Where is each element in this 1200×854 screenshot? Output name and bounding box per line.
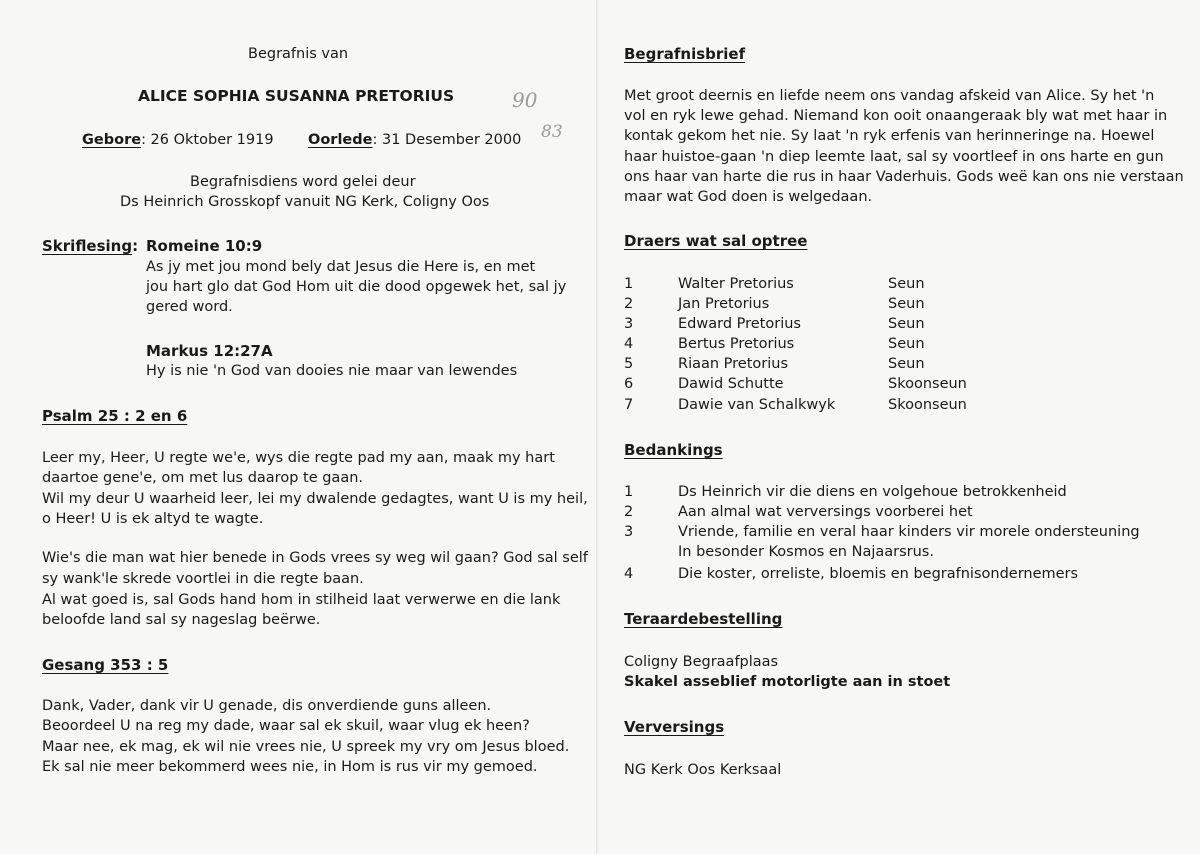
thanks-num: 4 <box>624 566 634 582</box>
pallbearer-num: 6 <box>624 376 634 392</box>
service-line-1: Begrafnisdiens word gelei deur <box>190 174 416 190</box>
thanks-text: Die koster, orreliste, bloemis en begrafnisondernemers <box>678 566 1079 582</box>
thanks-text: Aan almal wat verversings voorberei het <box>678 504 973 520</box>
handwritten-note-1: 90 <box>512 88 538 112</box>
psalm-line-5: Wie's die man wat hier benede in Gods vrees sy weg wil gaan? God sal self <box>42 550 588 566</box>
letter-line-2: vol en ryk lewe gehad. Niemand kon ooit onaangeraak bly wat met haar in <box>624 108 1168 124</box>
thanks-text-continued: In besonder Kosmos en Najaarsrus. <box>678 544 934 560</box>
psalm-line-7: Al wat goed is, sal Gods hand hom in stilheid laat verwerwe en die lank <box>42 592 561 608</box>
born-line <box>82 130 274 150</box>
pallbearer-name: Bertus Pretorius <box>678 336 795 352</box>
right-page <box>600 0 1200 854</box>
thanks-num: 1 <box>624 484 634 500</box>
letter-line-5: ons haar van harte die rus in haar Vaderhuis. Gods weë kan ons nie verstaan <box>624 169 1184 185</box>
reading-label: Skriflesing <box>42 237 133 255</box>
psalm-line-8: beloofde land sal sy nageslag beërwe. <box>42 612 321 628</box>
reading-label-wrap <box>42 236 138 256</box>
psalm-heading: Psalm 25 : 2 en 6 <box>42 407 188 425</box>
hymn-line-1: Dank, Vader, dank vir U genade, dis onverdiende guns alleen. <box>42 698 492 714</box>
refreshments-heading: Verversings <box>624 718 725 736</box>
hymn-line-4: Ek sal nie meer bekommerd wees nie, in Hom is rus vir my gemoed. <box>42 759 538 775</box>
born-label: Gebore <box>82 132 142 148</box>
verse2-line-1: Hy is nie 'n God van dooies nie maar van lewendes <box>146 363 518 379</box>
thanks-heading: Bedankings <box>624 441 723 459</box>
pallbearer-num: 3 <box>624 316 634 332</box>
born-value: : 26 Oktober 1919 <box>141 132 274 148</box>
psalm-line-1: Leer my, Heer, U regte we'e, wys die regte pad my aan, maak my hart <box>42 450 555 466</box>
hymn-heading: Gesang 353 : 5 <box>42 656 169 674</box>
burial-place: Coligny Begraafplaas <box>624 654 779 670</box>
reading-colon: : <box>132 237 139 255</box>
verse1-line-2: jou hart glo dat God Hom uit die dood opgewek het, sal jy <box>146 279 567 295</box>
pallbearers-heading: Draers wat sal optree <box>624 232 808 250</box>
verse1-line-1: As jy met jou mond bely dat Jesus die Here is, en met <box>146 259 536 275</box>
pallbearer-num: 5 <box>624 356 634 372</box>
pallbearer-num: 1 <box>624 276 634 292</box>
psalm-line-2: daartoe gene'e, om met lus daarop te gaan. <box>42 470 364 486</box>
died-value: : 31 Desember 2000 <box>372 132 522 148</box>
psalm-line-3: Wil my deur U waarheid leer, lei my dwalende gedagtes, want U is my heil, <box>42 491 588 507</box>
letter-line-6: maar wat God doen is welgedaan. <box>624 189 873 205</box>
hymn-line-3: Maar nee, ek mag, ek wil nie vrees nie, U spreek my vry om Jesus bloed. <box>42 739 570 755</box>
letter-heading: Begrafnisbrief <box>624 45 746 63</box>
pallbearer-relation: Seun <box>888 336 925 352</box>
pallbearer-relation: Seun <box>888 296 925 312</box>
pallbearer-name: Jan Pretorius <box>678 296 770 312</box>
deceased-name: ALICE SOPHIA SUSANNA PRETORIUS <box>138 87 455 105</box>
thanks-num: 3 <box>624 524 634 540</box>
refreshments-place: NG Kerk Oos Kerksaal <box>624 762 782 778</box>
pallbearer-num: 4 <box>624 336 634 352</box>
thanks-num: 2 <box>624 504 634 520</box>
letter-line-4: haar huistoe-gaan 'n diep leemte laat, sal sy voortleef in ons harte en gun <box>624 149 1164 165</box>
service-line-2: Ds Heinrich Grosskopf vanuit NG Kerk, Coligny Oos <box>120 194 490 210</box>
handwritten-note-2: 83 <box>541 122 563 142</box>
died-line <box>308 130 521 150</box>
pallbearer-name: Dawie van Schalkwyk <box>678 397 836 413</box>
pallbearer-relation: Seun <box>888 356 925 372</box>
left-page <box>0 0 596 854</box>
thanks-text: Vriende, familie en veral haar kinders vir morele ondersteuning <box>678 524 1140 540</box>
letter-line-1: Met groot deernis en liefde neem ons vandag afskeid van Alice. Sy het 'n <box>624 88 1155 104</box>
verse1-line-3: gered word. <box>146 299 233 315</box>
burial-note: Skakel asseblief motorligte aan in stoet <box>624 674 951 690</box>
pallbearer-relation: Skoonseun <box>888 376 967 392</box>
thanks-text: Ds Heinrich vir die diens en volgehoue betrokkenheid <box>678 484 1067 500</box>
pallbearer-name: Dawid Schutte <box>678 376 784 392</box>
psalm-line-6: sy wank'le skrede voortlei in die regte baan. <box>42 571 364 587</box>
hymn-line-2: Beoordeel U na reg my dade, waar sal ek skuil, waar vlug ek heen? <box>42 718 530 734</box>
pallbearer-relation: Seun <box>888 276 925 292</box>
letter-line-3: kontak gekom het nie. Sy laat 'n ryk erfenis van herinneringe na. Hoewel <box>624 128 1155 144</box>
pallbearer-num: 2 <box>624 296 634 312</box>
reading-ref-2: Markus 12:27A <box>146 342 273 360</box>
pallbearer-name: Walter Pretorius <box>678 276 794 292</box>
burial-heading: Teraardebestelling <box>624 610 783 628</box>
pallbearer-name: Riaan Pretorius <box>678 356 789 372</box>
pallbearer-num: 7 <box>624 397 634 413</box>
reading-ref-1: Romeine 10:9 <box>146 237 263 255</box>
pallbearer-name: Edward Pretorius <box>678 316 801 332</box>
pallbearer-relation: Seun <box>888 316 925 332</box>
died-label: Oorlede <box>308 132 373 148</box>
psalm-line-4: o Heer! U is ek altyd te wagte. <box>42 511 264 527</box>
funeral-of-label: Begrafnis van <box>248 46 349 62</box>
pallbearer-relation: Skoonseun <box>888 397 967 413</box>
